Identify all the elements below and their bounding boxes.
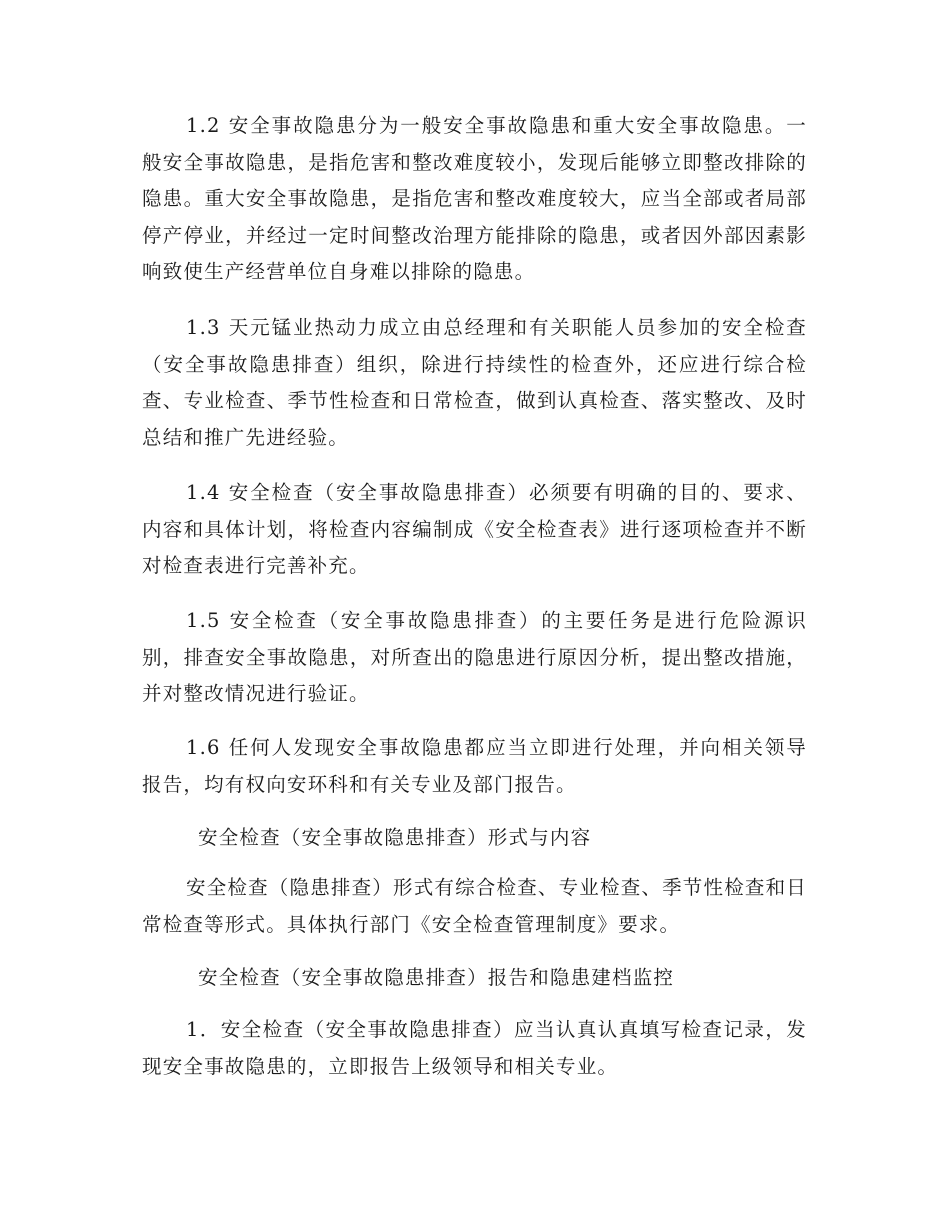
list-item-1: 1．安全检查（安全事故隐患排查）应当认真认真填写检查记录，发现安全事故隐患的，立即报告上级领导和相关专业。	[142, 1018, 807, 1078]
section-heading-report-monitoring: 安全检查（安全事故隐患排查）报告和隐患建档监控	[198, 966, 675, 989]
section-body-form-content: 安全检查（隐患排查）形式有综合检查、专业检查、季节性检查和日常检查等形式。具体执行部门《安全检查管理制度》要求。	[142, 876, 808, 936]
paragraph-1-2: 1.2 安全事故隐患分为一般安全事故隐患和重大安全事故隐患。一般安全事故隐患，是指危害和整改难度较小，发现后能够立即整改排除的隐患。重大安全事故隐患，是指危害和整改难度较大，应当全部或者局部停产停业，并经过一定时间整改治理方能排除的隐患，或者因外部因素影响致使生产经营单位自身难以排除的隐患。	[142, 114, 807, 283]
paragraph-1-6: 1.6 任何人发现安全事故隐患都应当立即进行处理，并向相关领导报告，均有权向安环科和有关专业及部门报告。	[142, 736, 807, 796]
paragraph-1-4: 1.4 安全检查（安全事故隐患排查）必须要有明确的目的、要求、内容和具体计划，将检查内容编制成《安全检查表》进行逐项检查并不断对检查表进行完善补充。	[142, 481, 807, 577]
paragraph-1-3: 1.3 天元锰业热动力成立由总经理和有关职能人员参加的安全检查（安全事故隐患排查）组织，除进行持续性的检查外，还应进行综合检查、专业检查、季节性检查和日常检查，做到认真检查、落实整改、及时总结和推广先进经验。	[142, 316, 807, 449]
section-heading-form-content: 安全检查（安全事故隐患排查）形式与内容	[198, 826, 592, 849]
paragraph-1-5: 1.5 安全检查（安全事故隐患排查）的主要任务是进行危险源识别，排查安全事故隐患，对所查出的隐患进行原因分析，提出整改措施，并对整改情况进行验证。	[142, 609, 807, 705]
